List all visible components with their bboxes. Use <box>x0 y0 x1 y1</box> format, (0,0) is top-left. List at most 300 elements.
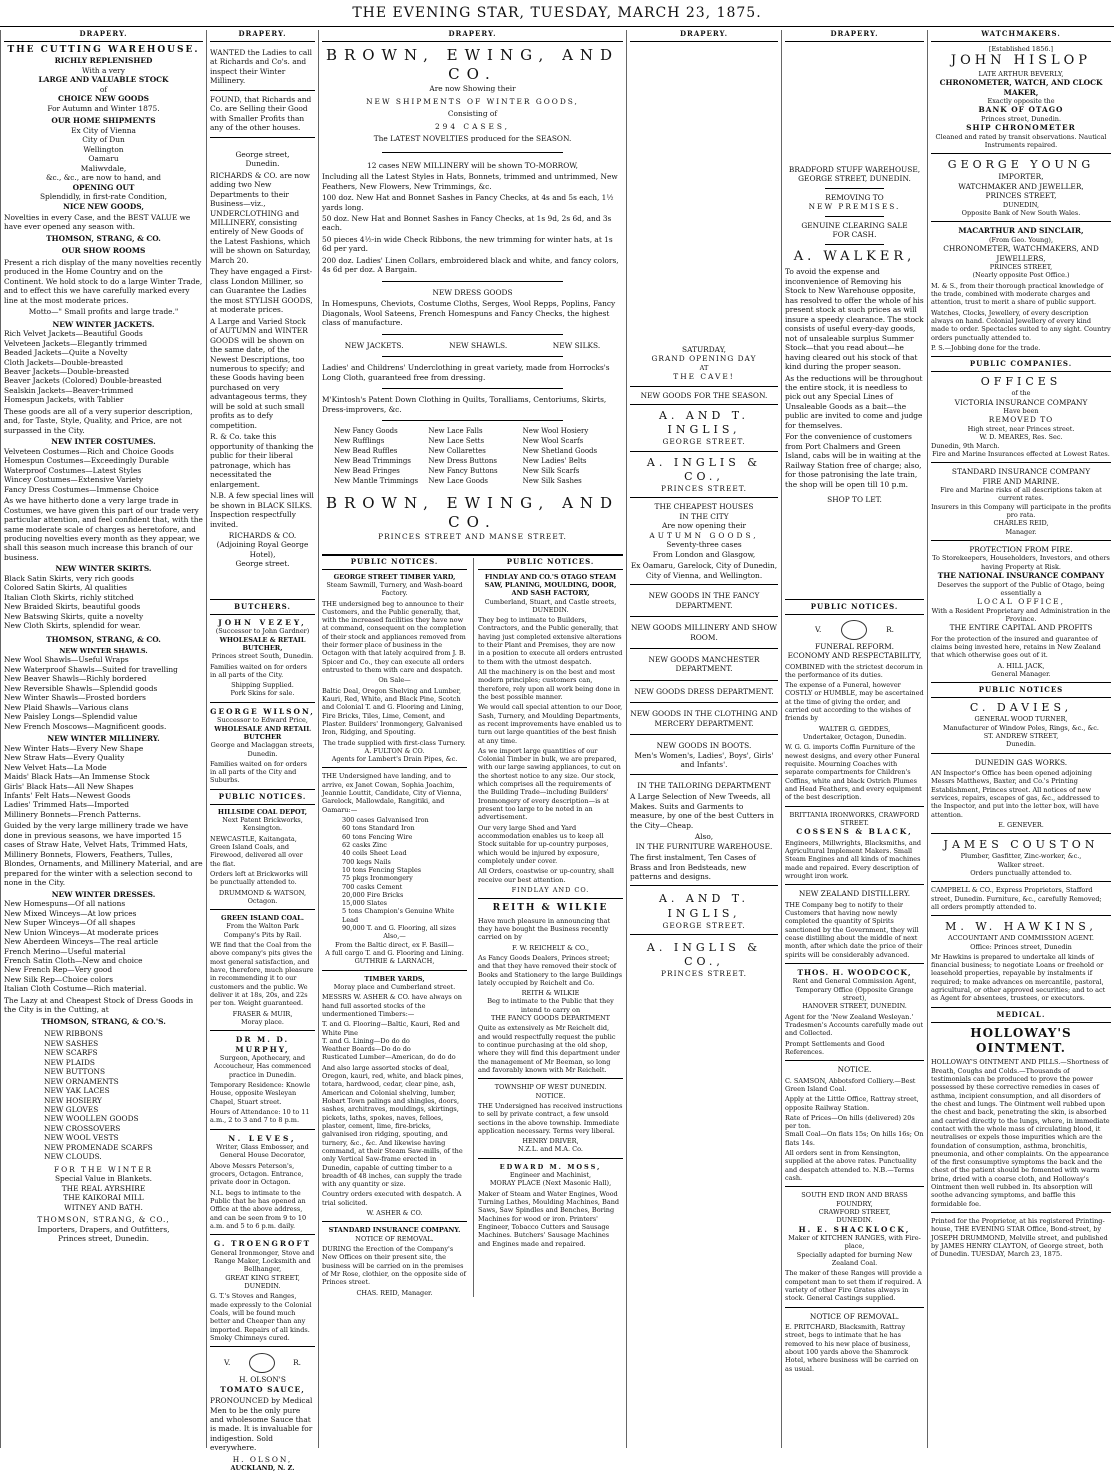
list-item: French Satin Cloth—New and choice <box>4 955 143 965</box>
divider <box>785 1186 924 1187</box>
ad-body: Quite as extensively as Mr Reichelt did, and would respectfully request the public to continue purchasing at the old shop, where they will find this department under the management of Mr Beeman, so long and favorably known with Mr Reichelt. <box>478 1024 621 1074</box>
ad-line: CRAWFORD STREET, <box>818 1207 891 1216</box>
ad-line: To Storekeepers, Householders, Investors, and others having Property at Risk. <box>932 554 1110 571</box>
divider <box>785 1307 924 1308</box>
ad-signature: RICHARDS & CO. <box>228 530 297 540</box>
ad-body: Engineers, Millwrights, Blacksmiths, and Agricultural Implement Makers. Small Steam Engines and all kinds of machines made and repaired. Every description of wrought iron work. <box>785 838 922 880</box>
list-item: New French Rep—Very good <box>4 965 113 975</box>
ad-line: NEW GOODS IN THE FANCY DEPARTMENT. <box>648 591 760 610</box>
ad-signature: E. GENEVER. <box>998 820 1044 829</box>
ad-body: All orders sent in from Kensington, supplied at the above rates. Punctuality and despatch attended to. N.B.—Terms cash. <box>785 1149 917 1183</box>
notices-left <box>322 558 467 1297</box>
divider <box>322 767 467 768</box>
ad-body: CAMPBELL & CO., Express Proprietors, Stafford street, Dunedin. Furniture, &c., carefully Removed; all orders promptly attended to. <box>931 886 1102 911</box>
divider <box>630 584 778 585</box>
ad-body: N.B. A few special lines will be shown in BLACK SILKS. Inspection respectfully invited. <box>210 491 314 529</box>
ad-line: Deserves the support of the Public of Otago, being essentially a <box>937 580 1105 597</box>
ad-line: Rent and General Commission Agent, Temporary Office (Opposite Grange street), <box>792 977 917 1002</box>
ad-title: PROTECTION FROM FIRE. <box>969 544 1073 554</box>
list-item: 700 kegs Nails <box>342 857 391 866</box>
royal-arms <box>210 1351 315 1375</box>
ad-line: NEW SILKS. <box>552 340 601 350</box>
list-item: New Straw Hats—Every Quality <box>4 753 125 763</box>
column-header: DRAPERY. <box>322 30 623 42</box>
ad-title: GEORGE STREET TIMBER YARD, <box>333 572 456 581</box>
ad-line: From the Baltic direct, ex F. Basill— <box>334 940 455 949</box>
ad-line: (Adjoining Royal George Hotel), <box>216 540 309 559</box>
divider <box>210 90 315 91</box>
divider <box>931 462 1111 463</box>
column-header: DRAPERY. <box>785 30 924 42</box>
ad-signature: A. HILL JACK, <box>997 661 1045 670</box>
divider <box>931 915 1111 916</box>
ad-line: THE KAIKORAI MILL <box>63 1193 144 1203</box>
ad-title: DUNEDIN GAS WORKS. <box>974 757 1068 767</box>
list-item: 40 coils Sheet Lead <box>342 849 407 858</box>
ad-line: MORAY PLACE (Next Masonic Hall), <box>489 1179 612 1188</box>
ad-line: Surgeon, Apothecary, and Accoucheur, Has commenced practice in Dunedin. <box>214 1054 311 1079</box>
ad-line: AUTUMN GOODS, <box>649 530 759 540</box>
ad-body: Orders left at Brickworks will be punctually attended to. <box>210 869 308 887</box>
ad-line: RICHLY REPLENISHED <box>54 56 153 66</box>
ad-line: Cleaned and rated by transit observations. Nautical Instruments repaired. <box>935 132 1107 150</box>
list-item: 700 casks Cement <box>342 882 403 891</box>
ad-signature: THOMSON, STRANG, & CO., <box>37 1215 170 1225</box>
ad-line: Also, <box>694 832 714 842</box>
ad-line: A full cargo T. and G. Flooring and Lining. <box>325 949 464 957</box>
ad-title: HOLLOWAY'S OINTMENT. <box>970 1025 1072 1056</box>
blank-space <box>785 45 924 165</box>
ad-line: Orders punctually attended to. <box>970 868 1072 877</box>
ad-title: JAMES COUSTON <box>943 838 1099 852</box>
ad-title: A. INGLIS & CO., <box>646 455 762 483</box>
ad-line: CHOICE NEW GOODS <box>57 94 150 104</box>
section-title: NEW WINTER JACKETS. <box>52 319 155 329</box>
divider <box>630 734 778 735</box>
ad-line: Princes street, Dunedin. <box>980 114 1062 123</box>
ad-line: Engineer and Machinist, <box>509 1171 592 1180</box>
ad-line: NOTICE. <box>535 1091 566 1100</box>
ad-line: NEW PREMISES. <box>808 202 901 212</box>
ad-line: Dunedin, 9th March. <box>931 441 1000 450</box>
ad-line: R. <box>293 1358 301 1368</box>
list-item: NEW BUTTONS <box>44 1067 106 1077</box>
ad-line: GENUINE CLEARING SALE <box>801 220 908 230</box>
ad-line: SHOP TO LET. <box>827 495 882 505</box>
ad-body: Mr Hawkins is prepared to undertake all kinds of financial business; to negotiate Loans or freehold or leasehold properties, repayable by instalments if required; to make advances on mercantile, pastoral, agricultural, or other approved securities; and to act as Agent for absentees, trustees, or executors. <box>931 952 1106 1003</box>
ad-line: Plumber, Gasfitter, Zinc-worker, &c., <box>960 852 1082 861</box>
ad-body: They have engaged a First-class London Milliner, so can Guarantee the Ladies the most STYLISH GOODS, at moderate prices. <box>210 267 313 315</box>
list-item: Italian Cloth Costume—Rich material. <box>4 984 147 994</box>
list-item: NEW SCARFS <box>44 1048 98 1058</box>
ad-line: ECONOMY AND RESPECTABILITY, <box>787 651 922 661</box>
ad-title: TOMATO SAUCE, <box>220 1384 305 1394</box>
ad-line: WHOLESALE & RETAIL BUTCHER, <box>219 635 306 652</box>
list-item: Maids' Black Hats—An Immense Stock <box>4 772 150 782</box>
list-item: 60 tons Standard Iron <box>342 824 415 833</box>
ad-line: (Successor to John Gardner) <box>215 627 310 636</box>
ad-line: DUNEDIN, <box>1002 200 1040 209</box>
ad-line: Consisting of <box>447 109 498 119</box>
list-item: Wellington <box>83 144 124 154</box>
column-header: DRAPERY. <box>210 30 315 42</box>
list-item: Rich Velvet Jackets—Beautiful Goods <box>4 329 143 339</box>
list-item: New Wool Scarfs <box>522 437 584 445</box>
divider <box>210 909 315 910</box>
ad-line: LOCAL OFFICE, <box>977 597 1065 607</box>
ad-line: Splendidly, in first-rate Condition, <box>39 192 168 202</box>
ad-body: Baltic Deal, Oregon Shelving and Lumber, Kauri, Red, White, and Black Pine, Scotch and Colonial T. and G. Flooring and Lining, Fire Bricks, Tiles, Lime, Cement, and Plaster. Builders' Ironmongery, Galvanised Iron, Ridging, and Spouting. <box>322 686 464 737</box>
accessory-list <box>4 1029 203 1162</box>
ad-line: Special Value in Blankets. <box>54 1174 153 1184</box>
ad-line: Maker of KITCHEN RANGES, with Fire-place, <box>788 1234 921 1251</box>
ad-body: The first instalment, Ten Cases of Brass and Iron Bedsteads, new patterns and designs. <box>630 853 756 881</box>
ad-line: WATCHMAKER AND JEWELLER, <box>958 181 1084 191</box>
list-item: City of Dun <box>82 135 125 145</box>
ad-line: NEW SHAWLS. <box>449 340 508 350</box>
list-item: New Reversible Shawls—Splendid goods <box>4 683 158 693</box>
ad-body: Families waited on for orders in all parts of the City and Suburbs. <box>210 759 307 785</box>
ad-line: Dunedin. <box>1006 740 1036 749</box>
list-item: NEW WOOLLEN GOODS <box>44 1114 139 1124</box>
ad-line: George street, <box>235 149 290 159</box>
ad-line: OUR HOME SHIPMENTS <box>51 116 156 126</box>
ad-title: EDWARD M. MOSS, <box>499 1162 602 1171</box>
list-item: Black Satin Skirts, very rich goods <box>4 573 134 583</box>
ad-title: COSSENS & BLACK, <box>796 827 913 837</box>
ad-title: G. TROENGROFT <box>213 1239 312 1249</box>
ad-line: With a very <box>82 65 125 75</box>
ad-title: GREEN ISLAND COAL. <box>221 914 304 923</box>
ad-line: R. <box>886 624 894 634</box>
list-item: 60 tons Fencing Wire <box>342 832 413 841</box>
ad-line: GENERAL WOOD TURNER, <box>974 715 1068 724</box>
ad-line: FIRE AND MARINE. <box>982 476 1060 486</box>
list-item: 15,000 Slates <box>342 899 388 908</box>
list-item: Wincey Costumes—Extensive Variety <box>4 475 144 485</box>
list-item: NEW ORNAMENTS <box>44 1076 119 1086</box>
ad-body: To avoid the expense and inconvenience of Removing his Stock to New Warehouse opposite, has resolved to offer the whole of his present stock at such prices as will insure a speedy clearance. The stock consists of useful every-day goods, not of unsaleable surplus Summer Stock—that you read about—he having cleared out his stock of that kind during the proper season. <box>785 267 924 372</box>
divider <box>210 702 315 703</box>
ad-title: DR M. D. MURPHY, <box>235 1035 290 1054</box>
list-item: New Ladies' Belts <box>522 456 587 465</box>
ad-signature: CHAS. REID, Manager. <box>356 1288 433 1297</box>
ad-line: PRINCES STREET, <box>989 263 1053 272</box>
ad-line: PRINCES STREET. <box>661 969 747 979</box>
list-item: New Homespuns—Of all nations <box>4 899 126 909</box>
ad-line: GEORGE STREET. <box>662 920 746 930</box>
ad-body: THE Undersigned have landing, and to arrive, ex Janet Cowan, Sophia Joachim, Jeannie Louttit, Candidate, City of Vienna, Garelock, Mallowdale, Rangitiki, and Oamaru:— <box>322 772 462 814</box>
ad-body: The expense of a Funeral, however COSTLY or HUMBLE, may be ascertained at the time of giving the order, and carried out according to the wishes of friends by <box>785 681 924 723</box>
divider <box>630 934 778 935</box>
ad-line: BRADFORD STUFF WAREHOUSE, <box>788 164 921 174</box>
list-item: Beaded Jackets—Quite a Novelty <box>4 348 128 358</box>
section-header-medical: MEDICAL. <box>931 1007 1111 1023</box>
ad-body: N.L. begs to intimate to the Public that he has opened an Office at the above address, and can be seen from 9 to 10 a.m. and 5 to 6 p.m. daily. <box>210 1188 307 1230</box>
ad-line: Motto—" Small profits and large trade." <box>28 307 179 317</box>
divider <box>210 137 315 138</box>
ad-body: Ex Oamaru, Garelock, City of Dunedin, City of Vienna, and Wellington. <box>630 561 778 580</box>
list-item: New Shetland Goods <box>522 446 598 455</box>
ad-line: Moray place. <box>241 1017 284 1026</box>
list-item: Homespun Costumes—Exceedingly Durable <box>4 456 169 466</box>
divider <box>210 1129 315 1130</box>
ad-title: FINDLAY AND CO.'S OTAGO STEAM SAW, PLANING, MOULDING, DOOR, AND SASH FACTORY, <box>484 572 617 598</box>
ad-line: 12 cases NEW MILLINERY will be shown TO-MORROW, <box>367 160 578 170</box>
ad-body: RICHARDS & CO. are now adding two New Departments to their Business—viz., UNDERCLOTHING and MILLINERY, consisting entirely of New Goods of the Latest Fashions, which will be shown on Saturday, March 20. <box>210 170 311 265</box>
ad-line: General Ironmonger, Stove and Range Maker, Locksmith and Bellhanger, <box>210 1248 315 1274</box>
divider <box>322 970 467 971</box>
ad-signature: FRASER & MUIR, <box>232 1009 293 1018</box>
list-item: NEW CROSSOVERS <box>44 1123 121 1133</box>
ad-line: Walker street. <box>997 860 1045 869</box>
fancy-goods-grid <box>322 427 623 486</box>
divider <box>931 540 1111 541</box>
list-item: 62 casks Zinc <box>342 840 387 849</box>
ad-signature: W. D. MEARES, Res. Sec. <box>979 433 1063 442</box>
column-header: DRAPERY. <box>4 30 203 42</box>
blank-space <box>630 45 778 345</box>
ad-line: Importers, Drapers, and Outfitters, <box>37 1224 170 1234</box>
section-title: NEW INTER COSTUMES. <box>51 437 156 447</box>
ad-line: LARGE AND VALUABLE STOCK <box>38 75 169 85</box>
ad-line: SATURDAY, <box>682 344 726 354</box>
section-title: NEW WINTER SKIRTS. <box>55 564 152 574</box>
ad-body: NEWCASTLE, Kaitangata, Green Island Coals, and Firewood, delivered all over the flat. <box>210 834 303 868</box>
list-item: Homespun Jackets, with Tablier <box>4 395 124 405</box>
section-header-public-notices: PUBLIC NOTICES <box>931 682 1111 698</box>
ad-line: 294 CASES, <box>434 121 511 131</box>
ad-line: Also,— <box>383 932 406 941</box>
section-title: FOR THE WINTER <box>53 1164 154 1174</box>
list-item: New Cloth Skirts, splendid for wear. <box>4 621 141 631</box>
divider <box>825 216 884 217</box>
list-item: New Aberdeen Winceys—The real article <box>4 937 159 947</box>
goods-list <box>322 816 467 932</box>
ad-line: PRINCES STREET, <box>985 191 1057 201</box>
divider <box>382 334 563 335</box>
divider <box>382 281 563 282</box>
section-header-butchers: BUTCHERS. <box>210 599 315 615</box>
public-notices-split <box>322 554 623 1297</box>
column-drapery-inglis <box>626 30 781 1448</box>
ad-body: Watches, Clocks, Jewellery, of every description always on hand. Colonial Jewellery of every kind made to order. Spectacles suited to any sight. Country orders punctually attended to. <box>931 308 1111 342</box>
ad-body: E. PRITCHARD, Blacksmith, Rattray street, begs to intimate that he has removed to his new place of business, about 100 yards above the Shamrock Hotel, where business will be carried on as usual. <box>785 1323 919 1373</box>
royal-arms <box>785 618 924 642</box>
ad-body: Novelties in every Case, and the BEST VALUE we have ever opened any season with. <box>4 212 191 232</box>
ad-body: The Lazy at and Cheapest Stock of Dress Goods in the City is in the Cutting, at <box>4 995 194 1015</box>
list-item: Beaver Jackets—Double-breasted <box>4 367 130 376</box>
ad-line: Octagon. <box>247 896 278 905</box>
ad-line: Exactly opposite the <box>987 97 1055 106</box>
ad-line: Cumberland, Stuart, and Castle streets, <box>484 597 617 606</box>
list-item: T. and G. Lining—Do do do <box>322 1036 410 1045</box>
ad-line: George street. <box>235 559 290 569</box>
ad-body: These goods are all of a very superior description, and, for Taste, Style, Quality, and Price, are not surpassed in the City. <box>4 406 193 435</box>
list-item: Maliwvdale, <box>80 163 127 173</box>
ad-line: From the Walton Park Company's Pits by Rail. <box>223 922 302 939</box>
ad-line: George and Maclaggan streets, Dunedin. <box>210 741 315 758</box>
ad-line: NEW GOODS MILLINERY AND SHOW ROOM. <box>630 623 778 642</box>
divider <box>478 898 623 899</box>
ad-body: As we import large quantities of our Colonial Timber in bulk, we are prepared, with our large sawing appliances, to cut on the shortest notice to any size. Our stock, which comprises all the requirements of the Building Trade—including Builders' Ironmongery of every description—is at present too large to be noted in an advertisement. <box>478 746 621 822</box>
column-header: DRAPERY. <box>630 30 778 42</box>
list-item: 75 pkgs Ironmongery <box>342 874 413 883</box>
ad-signature: REITH & WILKIE <box>521 989 580 998</box>
divider <box>630 885 778 886</box>
ad-line: Pork Skins for sale. <box>230 689 295 698</box>
ad-body: Temporary Residence: Knowle House, opposite Wesleyan Chapel, Stuart street. <box>210 1081 311 1106</box>
ad-line: [Established 1856.] <box>988 44 1054 53</box>
column-drapery-brown-ewing <box>318 30 626 1448</box>
column-watchmakers <box>927 30 1114 1448</box>
list-item: New Fancy Buttons <box>428 466 498 475</box>
ad-title: REITH & WILKIE <box>492 903 609 914</box>
ad-line: Are now opening their <box>662 521 746 531</box>
list-item: New Bead Fringes <box>334 466 400 475</box>
ad-signature: H. OLSON, <box>232 1454 293 1464</box>
ad-title: BROWN, EWING, AND CO. <box>325 493 620 531</box>
divider <box>630 451 778 452</box>
ad-line: GEORGE STREET. <box>662 437 746 447</box>
ad-body: THE Undersigned has received instructions to sell by private contract, a few unsold sections in the above township. Immediate application necessary. Terms very liberal. <box>478 1101 623 1135</box>
list-item: New Velvet Hats—La Mode <box>4 762 107 772</box>
ad-body: Agent for the 'New Zealand Wesleyan.' Tradesmen's Accounts carefully made out and Collected. <box>785 1012 924 1038</box>
ad-line: THE CHEAPEST HOUSES <box>654 502 754 512</box>
divider <box>931 221 1111 222</box>
ad-line: Rate of Prices—On hills (delivered) 20s per ton. <box>785 1113 915 1131</box>
divider <box>630 497 778 498</box>
section-title: OUR SHOW ROOMS <box>61 246 146 256</box>
ad-line: Beg to intimate to the Public that they intend to carry on <box>487 997 614 1014</box>
ad-line: Prompt Settlements and Good References. <box>785 1039 885 1056</box>
list-item: Velveteen Jackets—Elegantly trimmed <box>4 338 148 348</box>
list-item: NEW GLOVES <box>44 1105 99 1114</box>
list-item: Beaver Jackets (Colored) Double-breasted <box>4 376 162 386</box>
ad-title: THE NATIONAL INSURANCE COMPANY <box>937 571 1105 581</box>
ad-body: Maker of Steam and Water Engines, Wood Turning Lathes, Moulding Machines, Band Saws, Saw Spindles and Benches, Boring Machines for wood or iron. Printers' Engineer, Tobacco Cutters and Sausage Machines. Butchers' Sausage Machines and Engines made and repaired. <box>478 1189 620 1248</box>
ad-body: 50 doz. New Hat and Bonnet Sashes in Fancy Checks, at 1s 9d, 2s 6d, and 3s each. <box>322 214 612 233</box>
ad-body: DURING the Erection of the Company's New Offices on their present site, the business will be carried on in the premises of Mr Rose, clothier, on the opposite side of Princes street. <box>322 1245 466 1287</box>
divider <box>785 806 924 807</box>
list-item: NEW CLOUDS. <box>44 1152 102 1162</box>
list-item: Millinery Bonnets—French Patterns. <box>4 809 141 819</box>
ad-title: STANDARD INSURANCE COMPANY. <box>328 1226 461 1235</box>
ad-line: Writer, Glass Embosser, and General House Decorator, <box>216 1143 309 1160</box>
ad-line: Dunedin. <box>245 159 280 169</box>
list-item: New Beaver Shawls—Richly bordered <box>4 674 147 684</box>
list-item: T. and G. Flooring—Baltic, Kauri, Red and White Pine <box>322 1020 460 1037</box>
ad-title: THE CUTTING WAREHOUSE. <box>7 44 200 55</box>
ad-title: JOHN VEZEY, <box>218 617 307 627</box>
list-item: Ex City of Vienna <box>71 125 136 135</box>
divider <box>630 404 778 405</box>
ad-line: REMOVING TO <box>825 192 884 202</box>
divider <box>630 386 778 387</box>
ad-body: THE Company beg to notify to their Customers that having now newly completed the quantity of Spirits sanctioned by the Government, they will cease distilling about the middle of next month, after which date the price of their spirits will be considerably advanced. <box>785 900 923 959</box>
ad-line: Steam Sawmill, Turnery, and Wash-board Factory. <box>326 580 463 598</box>
ad-body: R. & Co. take this opportunity of thanking the public for their liberal patronage, which has necessitated the enlargement. <box>210 432 314 489</box>
ad-body: FOUND, that Richards and Co. are Selling their Good with Smaller Profits than any of the other houses. <box>210 94 312 133</box>
ad-signature: HENRY DRIVER, <box>522 1137 579 1146</box>
crest-icon <box>249 1353 275 1373</box>
ad-line: Undertaker, Octagon, Dunedin. <box>802 733 907 742</box>
ad-title: THOS. H. WOODCOCK, <box>797 967 912 977</box>
ad-body: As we have hitherto done a very large trade in Costumes, we have given this part of our trade very particular attention, and feel confident that, with the same moderate scale of charges as heretofore, and producing novelties every month as they appear, we shall this season much increase this branch of our business. <box>4 496 203 562</box>
ad-line: ACCOUNTANT AND COMMISSION AGENT. <box>948 934 1094 943</box>
ad-line: NEW GOODS DRESS DEPARTMENT. <box>634 686 774 696</box>
list-item: New Batswing Skirts, quite a novelty <box>4 611 144 621</box>
ad-body: Present a rich display of the many novelties recently produced in the Home Country and on the Continent. We hold stock to do a large Winter Trade, and to effect this we have carefully marked every line at the most moderate prices. <box>4 257 203 305</box>
list-item: New Union Winceys—At moderate prices <box>4 927 159 937</box>
ad-line: BANK OF OTAGO <box>978 105 1064 115</box>
ad-signature: CHARLES REID, <box>993 519 1049 528</box>
ad-line: THE FANCY GOODS DEPARTMENT <box>490 1014 611 1023</box>
ad-body: Apply at the Little Office, Rattray street, opposite Railway Station. <box>785 1095 919 1112</box>
ad-body: M. & S., from their thorough practical knowledge of the trade, combined with moderate charges and attention, trust to merit a share of public support. <box>931 281 1104 307</box>
ad-line: NOTICE OF REMOVAL. <box>355 1234 434 1243</box>
divider <box>210 1346 315 1347</box>
divider <box>630 774 778 775</box>
ad-line: NEW SHIPMENTS OF WINTER GOODS, <box>366 96 579 106</box>
ad-line: THE ENTIRE CAPITAL AND PROFITS <box>949 623 1093 633</box>
list-item: New Winter Hats—Every New Shape <box>4 743 144 753</box>
ad-line: WHOLESALE AND RETAIL BUTCHER <box>214 724 311 741</box>
ad-signature: F. W. REICHELT & CO., <box>512 943 589 952</box>
ad-line: DUNEDIN. <box>836 1216 873 1225</box>
ad-line: Manufacturer of Window Poles, Rings, &c., &c. <box>943 723 1099 732</box>
ad-line: (Nearly opposite Post Office.) <box>972 271 1070 280</box>
ad-body: And also large assorted stocks of deal, Oregon, kauri, red, white, and black pines, totara, hardwood, cedar, clear pine, ash, American and Colonial shelving, lumber, Hobart Town palings and shingles, doors, sashes, architraves, mouldings, skirtings, pickets, laths, spokes, naves, felloes, plaster, cement, lime, fire-bricks, galvanised iron ridging, spouting, and turnery, &c., &c. And likewise having command, at their Steam Saw-mills, of the only Vertical Saw-frame erected in Dunedin, capable of cutting timber to a breadth of 48 inches, can supply the trade with any quantity or size. <box>322 1063 464 1189</box>
divider <box>630 616 778 617</box>
list-item: Colored Satin Skirts, Al qualities <box>4 583 127 593</box>
list-item: NEW RIBBONS <box>44 1029 103 1039</box>
ad-line: On Sale— <box>378 676 411 685</box>
ad-title: NOTICE OF REMOVAL. <box>809 1311 900 1321</box>
list-item: New Paisley Longs—Splendid value <box>4 712 138 722</box>
ad-line: OPENING OUT <box>72 182 135 192</box>
ad-body: G. T.'s Stoves and Ranges, made expressly to the Colonial Coals, will be found much better and Cheaper than any imported. Repairs of all kinds. Smoky Chimneys cured. <box>210 1292 312 1342</box>
ad-title: HILLSIDE COAL DEPOT, <box>217 807 308 816</box>
jackets-shawls-silks <box>322 341 623 350</box>
section-header-public-companies: PUBLIC COMPANIES. <box>931 356 1111 372</box>
ad-signature: THOMSON, STRANG, & CO. <box>46 634 161 644</box>
list-item: New Lace Falls <box>428 427 483 436</box>
list-item: Girls' Black Hats—All New Shapes <box>4 781 134 791</box>
ad-line: Opposite Bank of New South Wales. <box>961 209 1081 218</box>
list-item: New Collarettes <box>428 446 486 455</box>
ad-body: WANTED the Ladies to call at Richards and Co's. and inspect their Winter Millinery. <box>210 47 313 86</box>
ad-title: BROWN, EWING, AND CO. <box>325 45 620 84</box>
ad-body: M'Kintosh's Patent Down Clothing in Quilts, Toralliams, Centoriums, Skirts, Dress-improvers, &c. <box>322 395 607 414</box>
masthead: THE EVENING STAR, TUESDAY, MARCH 23, 1875. <box>0 0 1114 27</box>
ad-line: Next Patent Brickworks, Kensington. <box>222 816 303 833</box>
list-item: New Silk Sashes <box>522 476 582 485</box>
list-item: 10 tons Fencing Staples <box>342 865 422 874</box>
ad-title: JOHN HISLOP <box>950 53 1092 69</box>
ad-line: LATE ARTHUR BEVERLY, <box>978 69 1064 78</box>
ad-title: BRITTANIA IRONWORKS, CRAWFORD STREET. <box>789 810 920 827</box>
ad-title: M. W. HAWKINS, <box>945 920 1097 934</box>
ad-line: IMPORTER, <box>998 172 1044 182</box>
ad-signature: WALTER G. GEDDES, <box>818 724 891 733</box>
ad-line: NICE NEW GOODS, <box>63 201 144 211</box>
list-item: Oamaru <box>88 154 119 164</box>
ad-line: Are now Showing their <box>429 84 516 94</box>
ad-line: Fire and Marine Insurances effected at Lowest Rates. <box>932 449 1110 458</box>
ad-body: HOLLOWAY'S OINTMENT AND PILLS.—Shortness of Breath, Coughs and Colds.—Thousands of testimonials can be produced to prove the power possessed by these corrective remedies in cases of asthma, incipient consumption, and all disorders of the chest and lungs. The Ointment well rubbed upon the chest and back, penetrating the skin, is absorbed and carried directly to the lungs, where, in immediate contact with the whole mass of circulating blood, it neutralises or expels those impurities which are the foundation of consumption, asthma, bronchitis, pneumonia, and other complaints. On the appearance of the first consumptive symptoms the back and the chest of the patient should be fomented with warm brine, dried with a coarse cloth, and Holloway's Ointment then well rubbed in. Its absorption will soothe advancing symptoms, and baffle this formidable foe. <box>931 1058 1110 1208</box>
ad-line: Princes street South, Dunedin. <box>211 652 314 661</box>
